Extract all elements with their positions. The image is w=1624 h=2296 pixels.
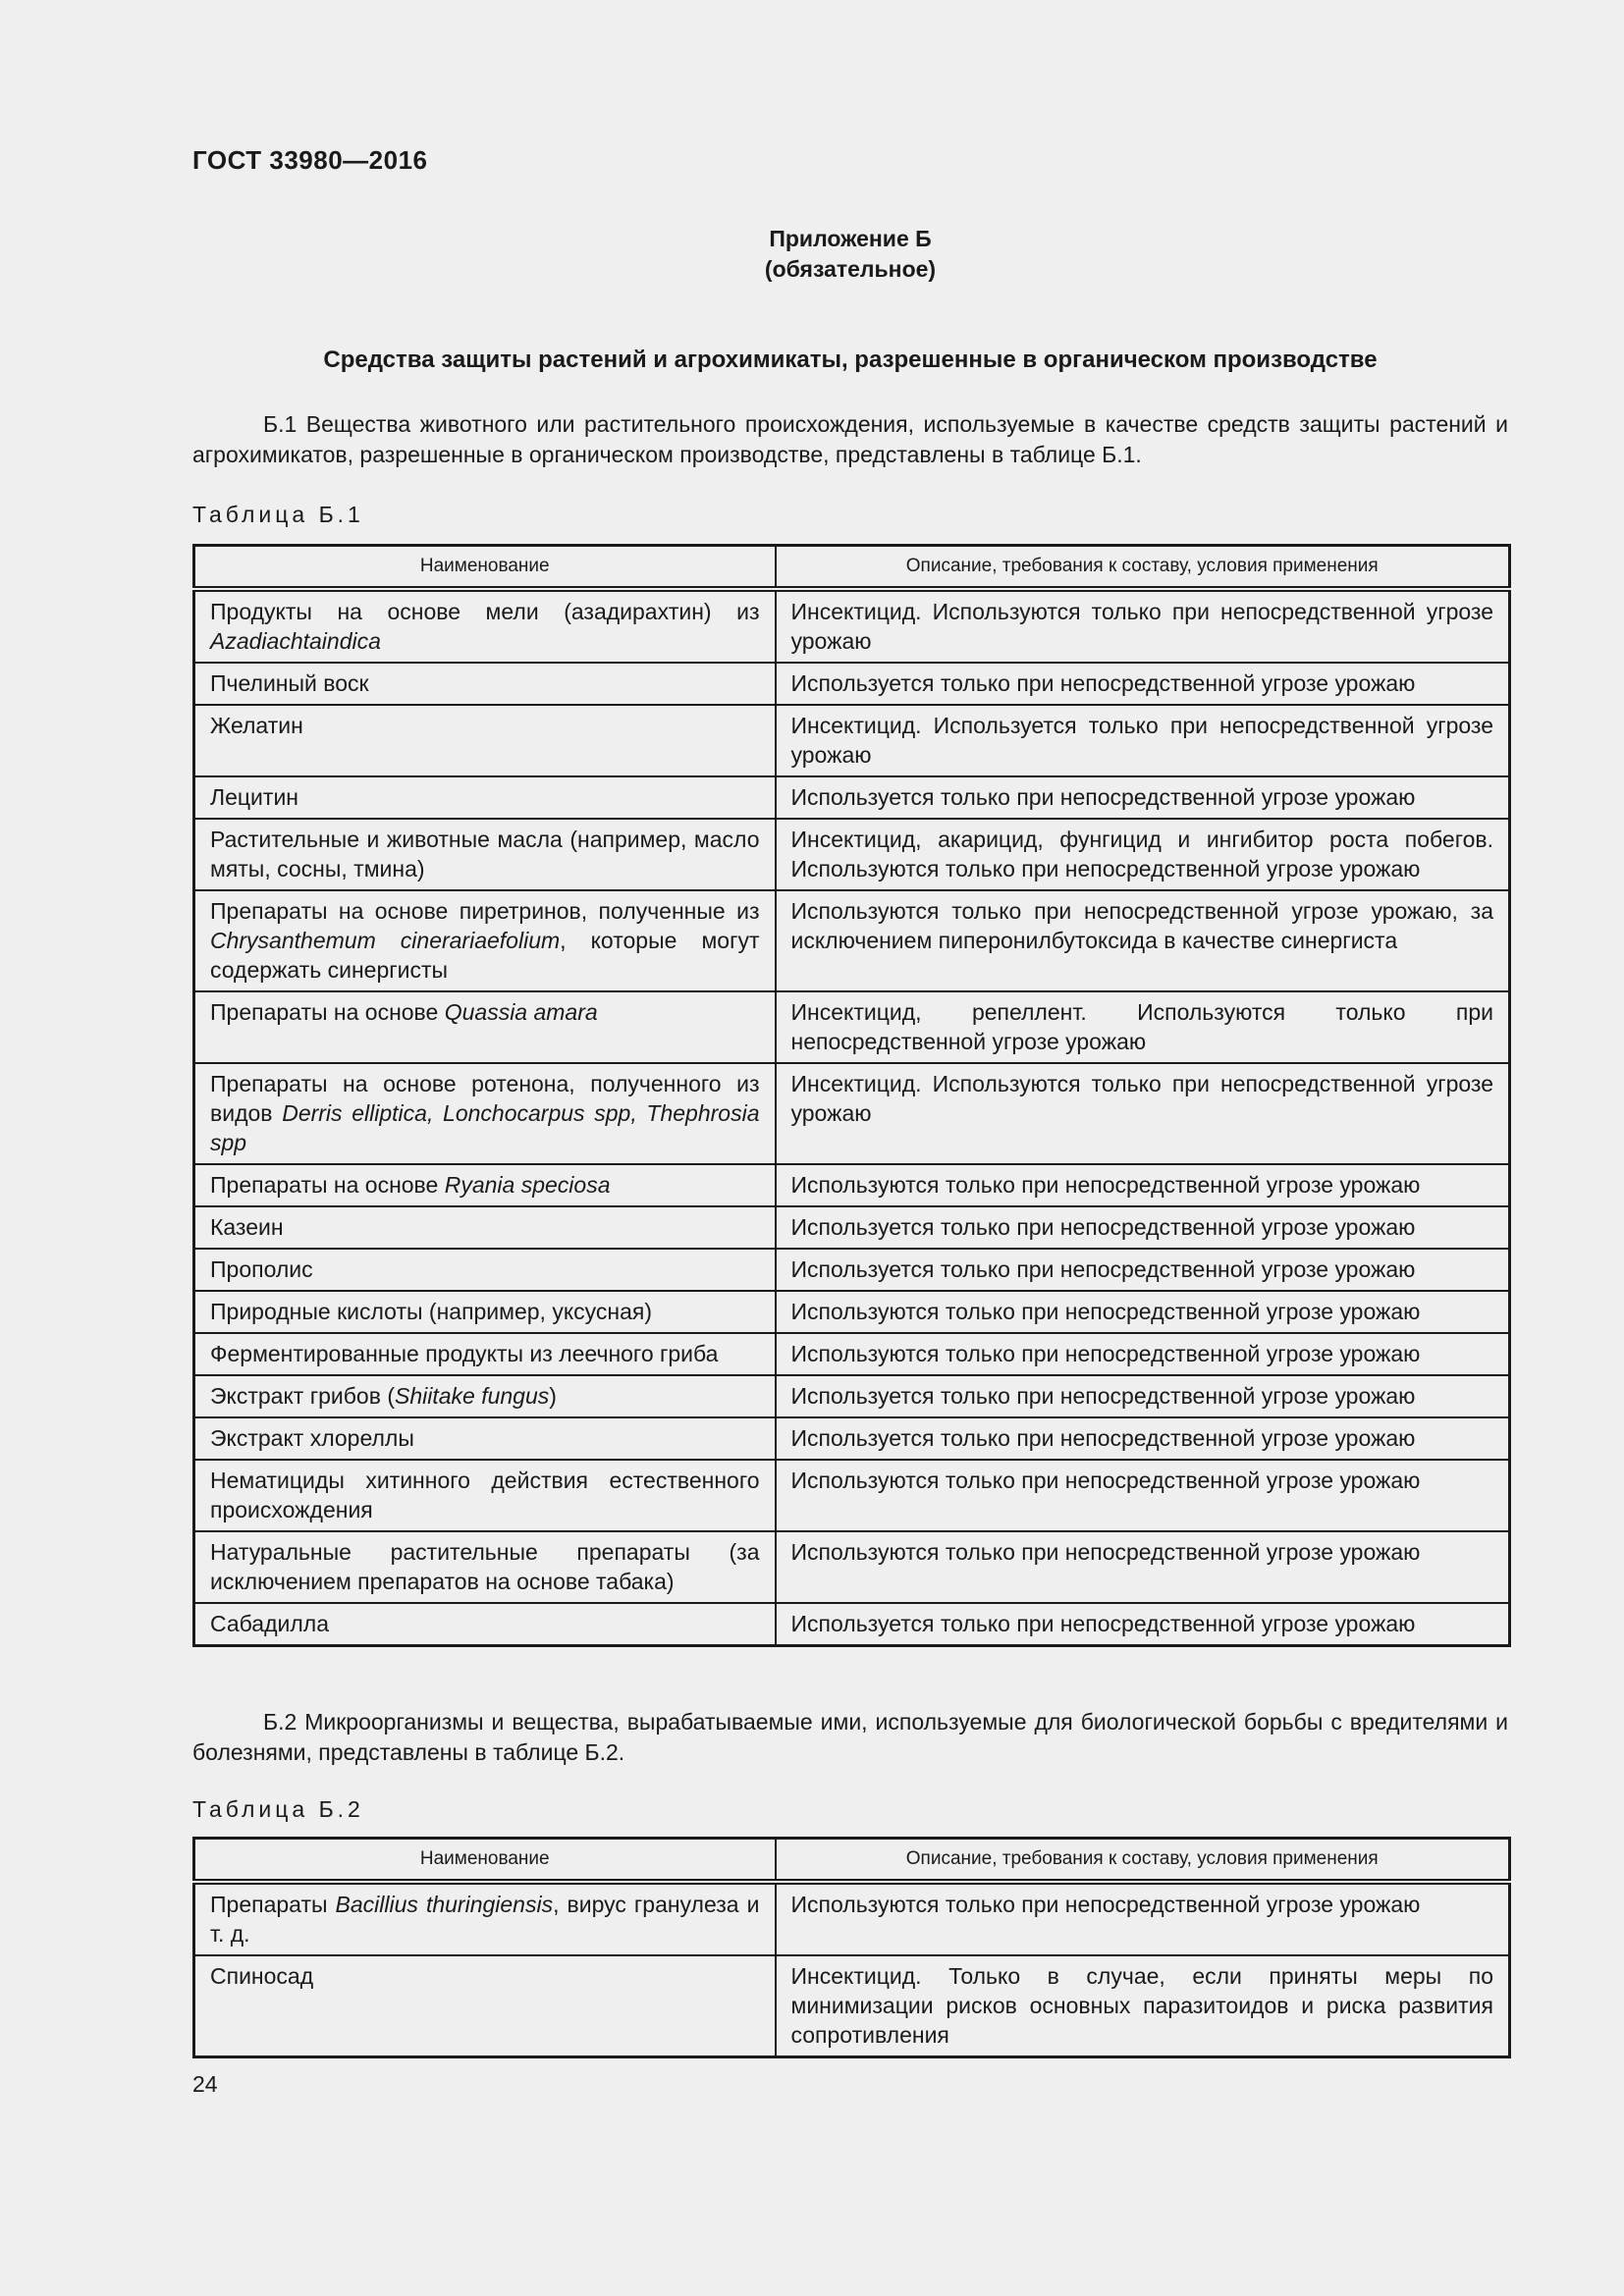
table1-caption: Таблица Б.1 [192, 502, 364, 527]
appendix-heading [192, 224, 1508, 285]
name-text: Растительные и животные масла (например, масло мяты, сосны, тмина) [210, 827, 760, 881]
cell-description: Используется только при непосредственной угрозе урожаю [776, 776, 1510, 819]
table-row [194, 1955, 1510, 2057]
name-text: Лецитин [210, 784, 298, 810]
cell-description: Используется только при непосредственной угрозе урожаю [776, 1375, 1510, 1417]
name-text: ) [549, 1383, 557, 1409]
name-text: Натуральные растительные препараты (за исключением препаратов на основе табака) [210, 1539, 760, 1594]
table-row [194, 819, 1510, 890]
name-text: Экстракт хлореллы [210, 1425, 414, 1451]
cell-description: Инсектицид, репеллент. Используются только при непосредственной угрозе урожаю [776, 991, 1510, 1063]
cell-description: Используются только при непосредственной угрозе урожаю [776, 1531, 1510, 1603]
cell-name [194, 705, 776, 776]
cell-description: Используется только при непосредственной угрозе урожаю [776, 1206, 1510, 1249]
cell-name [194, 589, 776, 663]
name-text: Сабадилла [210, 1611, 329, 1636]
name-text: Препараты на основе [210, 999, 445, 1025]
species-name: Shiitake fungus [394, 1383, 550, 1409]
table-row [194, 776, 1510, 819]
name-text: Препараты на основе [210, 1172, 445, 1198]
cell-name [194, 776, 776, 819]
cell-name [194, 1417, 776, 1460]
cell-description: Инсектицид. Используется только при непосредственной угрозе урожаю [776, 705, 1510, 776]
table-row [194, 1460, 1510, 1531]
table-row [194, 589, 1510, 663]
species-name: Quassia amara [444, 999, 598, 1025]
table-row [194, 991, 1510, 1063]
table-header-row [194, 546, 1510, 590]
table-b2-body [194, 1882, 1510, 2057]
name-text: , вирус гранулеза и т. д. [210, 1892, 760, 1947]
name-text: Препараты на основе пиретринов, полученные из [210, 898, 760, 924]
cell-name [194, 1955, 776, 2057]
table-b1-body [194, 589, 1510, 1646]
name-text: Спиносад [210, 1963, 314, 1989]
table-row [194, 1603, 1510, 1646]
cell-name [194, 819, 776, 890]
cell-description: Используется только при непосредственной угрозе урожаю [776, 1603, 1510, 1646]
cell-name [194, 1375, 776, 1417]
cell-name [194, 1460, 776, 1531]
cell-name [194, 1206, 776, 1249]
name-text: Природные кислоты (например, уксусная) [210, 1299, 653, 1324]
cell-description: Используется только при непосредственной угрозе урожаю [776, 1249, 1510, 1291]
name-text: Экстракт грибов ( [210, 1383, 395, 1409]
section-title: Средства защиты растений и агрохимикаты, разрешенные в органическом производстве [323, 347, 1378, 373]
cell-description: Используются только при непосредственной угрозе урожаю, за исключением пиперонилбутоксида в качестве синергиста [776, 890, 1510, 991]
cell-description: Используются только при непосредственной угрозе урожаю [776, 1291, 1510, 1333]
cell-description: Используются только при непосредственной угрозе урожаю [776, 1460, 1510, 1531]
table-row [194, 1531, 1510, 1603]
species-name: Bacillius thuringiensis [335, 1892, 554, 1917]
table-row [194, 1164, 1510, 1206]
name-text: Желатин [210, 713, 303, 738]
paragraph-b2: Б.2 Микроорганизмы и вещества, вырабатываемые ими, используемые для биологической борьбы с вредителями и болезнями, представлены в таблице Б.2. [192, 1709, 1508, 1765]
species-name: Ryania speciosa [444, 1172, 611, 1198]
name-text: Препараты на основе ротенона, полученного из видов [210, 1071, 760, 1126]
table-row [194, 1417, 1510, 1460]
name-text: Нематициды хитинного действия естественного происхождения [210, 1468, 760, 1522]
species-name: Chrysanthemum cinerariaefolium [210, 928, 561, 953]
name-text: Продукты на основе мели (азадирахтин) из [210, 599, 760, 624]
column-header-name: Наименование [194, 1839, 776, 1883]
cell-description: Используются только при непосредственной угрозе урожаю [776, 1164, 1510, 1206]
cell-description: Используются только при непосредственной угрозе урожаю [776, 1333, 1510, 1375]
cell-name [194, 991, 776, 1063]
cell-name [194, 1249, 776, 1291]
column-header-description: Описание, требования к составу, условия применения [776, 546, 1510, 590]
appendix-status: (обязательное) [764, 256, 937, 282]
cell-name [194, 1882, 776, 1955]
table2-caption: Таблица Б.2 [192, 1796, 364, 1822]
appendix-title: Приложение Б [769, 226, 932, 251]
name-text: Препараты [210, 1892, 336, 1917]
table-row [194, 1375, 1510, 1417]
name-text: Казеин [210, 1214, 284, 1240]
cell-name [194, 1531, 776, 1603]
cell-name [194, 890, 776, 991]
cell-name [194, 1063, 776, 1164]
document-code: ГОСТ 33980—2016 [192, 145, 428, 175]
table-row [194, 1333, 1510, 1375]
cell-description: Инсектицид. Используются только при непосредственной угрозе урожаю [776, 589, 1510, 663]
table-row [194, 1882, 1510, 1955]
name-text: Ферментированные продукты из леечного гриба [210, 1341, 719, 1366]
table-row [194, 705, 1510, 776]
name-text: Пчелиный воск [210, 670, 369, 696]
cell-name [194, 1164, 776, 1206]
cell-name [194, 1291, 776, 1333]
cell-description: Инсектицид. Только в случае, если приняты меры по минимизации рисков основных паразитоидов и риска развития сопротивления [776, 1955, 1510, 2057]
table-row [194, 1291, 1510, 1333]
column-header-name: Наименование [194, 546, 776, 590]
cell-description: Используются только при непосредственной угрозе урожаю [776, 1882, 1510, 1955]
table-row [194, 1063, 1510, 1164]
table-row [194, 663, 1510, 705]
table-row [194, 1249, 1510, 1291]
cell-name [194, 663, 776, 705]
cell-description: Инсектицид. Используются только при непосредственной угрозе урожаю [776, 1063, 1510, 1164]
name-text: Прополис [210, 1256, 313, 1282]
cell-description: Используется только при непосредственной угрозе урожаю [776, 1417, 1510, 1460]
species-name: Azadiachtaindica [210, 628, 381, 654]
column-header-description: Описание, требования к составу, условия применения [776, 1839, 1510, 1883]
table-row [194, 890, 1510, 991]
page-number: 24 [192, 2071, 218, 2097]
species-name: Derris elliptica, Lonchocarpus spp, Thephrosia spp [210, 1100, 760, 1155]
paragraph-b1: Б.1 Вещества животного или растительного происхождения, используемые в качестве средств защиты растений и агрохимикатов, разрешенные в органическом производстве, представлены в таблице Б.1. [192, 411, 1508, 467]
table-b2 [192, 1837, 1511, 2058]
table-header-row [194, 1839, 1510, 1883]
cell-description: Инсектицид, акарицид, фунгицид и ингибитор роста побегов. Используются только при непосредственной угрозе урожаю [776, 819, 1510, 890]
table-row [194, 1206, 1510, 1249]
cell-name [194, 1333, 776, 1375]
table-b1 [192, 544, 1511, 1647]
cell-name [194, 1603, 776, 1646]
name-text: , которые могут содержать синергисты [210, 928, 760, 983]
cell-description: Используется только при непосредственной угрозе урожаю [776, 663, 1510, 705]
